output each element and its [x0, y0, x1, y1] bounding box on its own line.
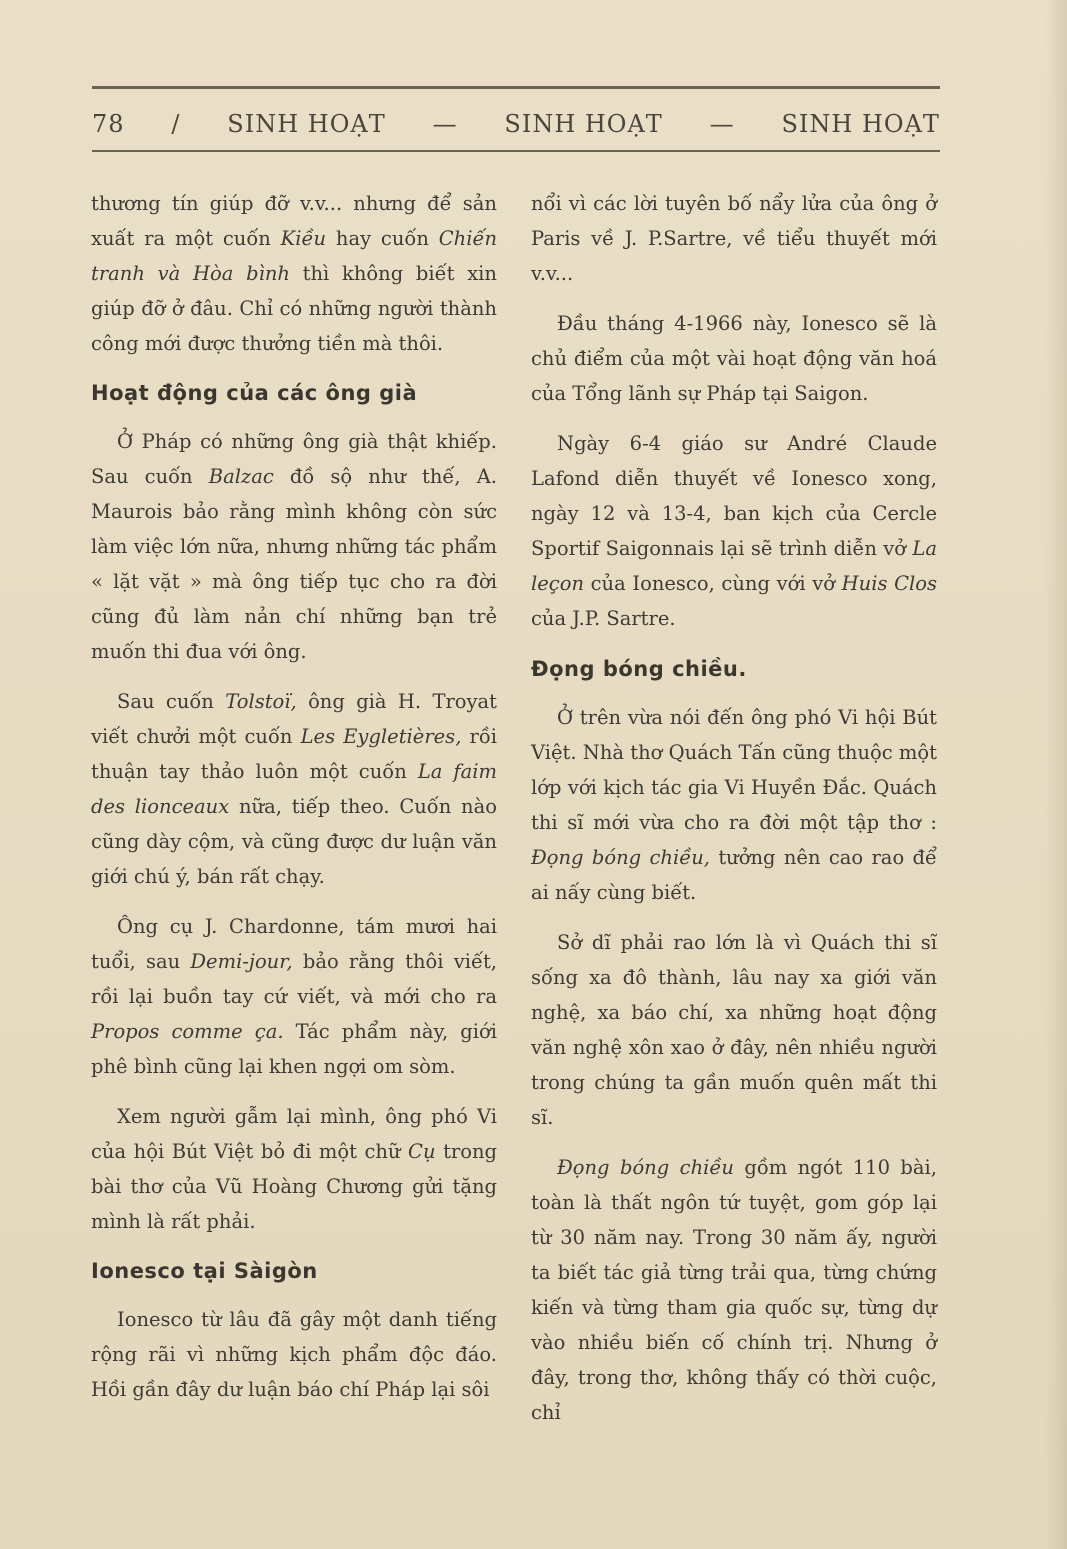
right-column	[531, 186, 937, 1445]
header-top-rule	[92, 86, 940, 93]
section-heading: Đọng bóng chiều.	[531, 657, 747, 681]
header-bottom-rule	[92, 150, 940, 155]
left-column	[91, 186, 497, 1422]
paragraph: Ionesco từ lâu đã gây một danh tiếng rộng rãi vì những kịch phẩm độc đáo. Hồi gần đây dư luận báo chí Pháp lại sôi	[91, 1308, 497, 1401]
header-separator: /	[171, 110, 181, 138]
paragraph: Sau cuốn Tolstoï, ông già H. Troyat viết chưởi một cuốn Les Eygletières, rồi thuận tay thảo luôn một cuốn La faim des lionceaux nữa, tiếp theo. Cuốn nào cũng dày cộm, và cũng được dư luận văn giới chú ý, bán rất chạy.	[91, 690, 498, 888]
paragraph: Ở Pháp có những ông già thật khiếp. Sau cuốn Balzac đồ sộ như thế, A. Maurois bảo rằng mình không còn sức làm việc lớn nữa, nhưng những tác phẩm « lặt vặt » mà ông tiếp tục cho ra đời cũng đủ làm nản chí những bạn trẻ muốn thi đua với ông.	[91, 430, 497, 663]
paper-edge-shadow	[1045, 0, 1067, 1549]
paragraph: Xem người gẫm lại mình, ông phó Vi của hội Bút Việt bỏ đi một chữ Cụ trong bài thơ của Vũ Hoàng Chương gửi tặng mình là rất phải.	[91, 1105, 498, 1233]
paragraph: Ông cụ J. Chardonne, tám mươi hai tuổi, sau Demi-jour, bảo rằng thôi viết, rồi lại buồn tay cứ viết, và mới cho ra Propos comme ça. Tác phẩm này, giới phê bình cũng lại khen ngợi om sòm.	[91, 915, 497, 1078]
section-heading: Ionesco tại Sàigòn	[91, 1259, 318, 1283]
section-heading: Hoạt động của các ông già	[91, 381, 418, 405]
paragraph: Đọng bóng chiều gồm ngót 110 bài, toàn là thất ngôn tứ tuyệt, gom góp lại từ 30 năm nay. Trong 30 năm ấy, người ta biết tác giả từng trải qua, từng chứng kiến và từng tham gia quốc sự, từng dự vào nhiều biến cố chính trị. Nhưng ở đây, trong thơ, không thấy có thời cuộc, chỉ	[531, 1156, 937, 1424]
paragraph: Ở trên vừa nói đến ông phó Vi hội Bút Việt. Nhà thơ Quách Tấn cũng thuộc một lớp với kịch tác gia Vi Huyền Đắc. Quách thi sĩ mới vừa cho ra đời một tập thơ : Đọng bóng chiều, tưởng nên cao rao để ai nấy cùng biết.	[531, 706, 938, 904]
paragraph: nổi vì các lời tuyên bố nẩy lửa của ông ở Paris về J. P.Sartre, về tiểu thuyết mới v.v...	[531, 192, 937, 285]
paragraph: thương tín giúp đỡ v.v... nhưng để sản xuất ra một cuốn Kiều hay cuốn Chiến tranh và Hòa bình thì không biết xin giúp đỡ ở đâu. Chỉ có những người thành công mới được thưởng tiền mà thôi.	[91, 192, 498, 355]
header-section-2: SINH HOẠT	[504, 110, 663, 138]
page-number: 78	[92, 110, 125, 138]
header-dash-1: —	[432, 110, 458, 138]
header-row	[92, 106, 940, 142]
paragraph: Ngày 6-4 giáo sư André Claude Lafond diễn thuyết về Ionesco xong, ngày 12 và 13-4, ban kịch của Cercle Sportif Saigonnais lại sẽ trình diễn vở La leçon của Ionesco, cùng với vở Huis Clos của J.P. Sartre.	[531, 432, 937, 630]
header-section-3: SINH HOẠT	[781, 110, 940, 138]
paragraph: Sở dĩ phải rao lớn là vì Quách thi sĩ sống xa đô thành, lâu nay xa giới văn nghệ, xa báo chí, xa những hoạt động văn nghệ xôn xao ở đây, nên nhiều người trong chúng ta gần muốn quên mất thi sĩ.	[531, 931, 937, 1129]
paragraph: Đầu tháng 4-1966 này, Ionesco sẽ là chủ điểm của một vài hoạt động văn hoá của Tổng lãnh sự Pháp tại Saigon.	[531, 312, 937, 405]
header-dash-2: —	[709, 110, 735, 138]
running-header	[92, 86, 940, 156]
header-section-1: SINH HOẠT	[227, 110, 386, 138]
